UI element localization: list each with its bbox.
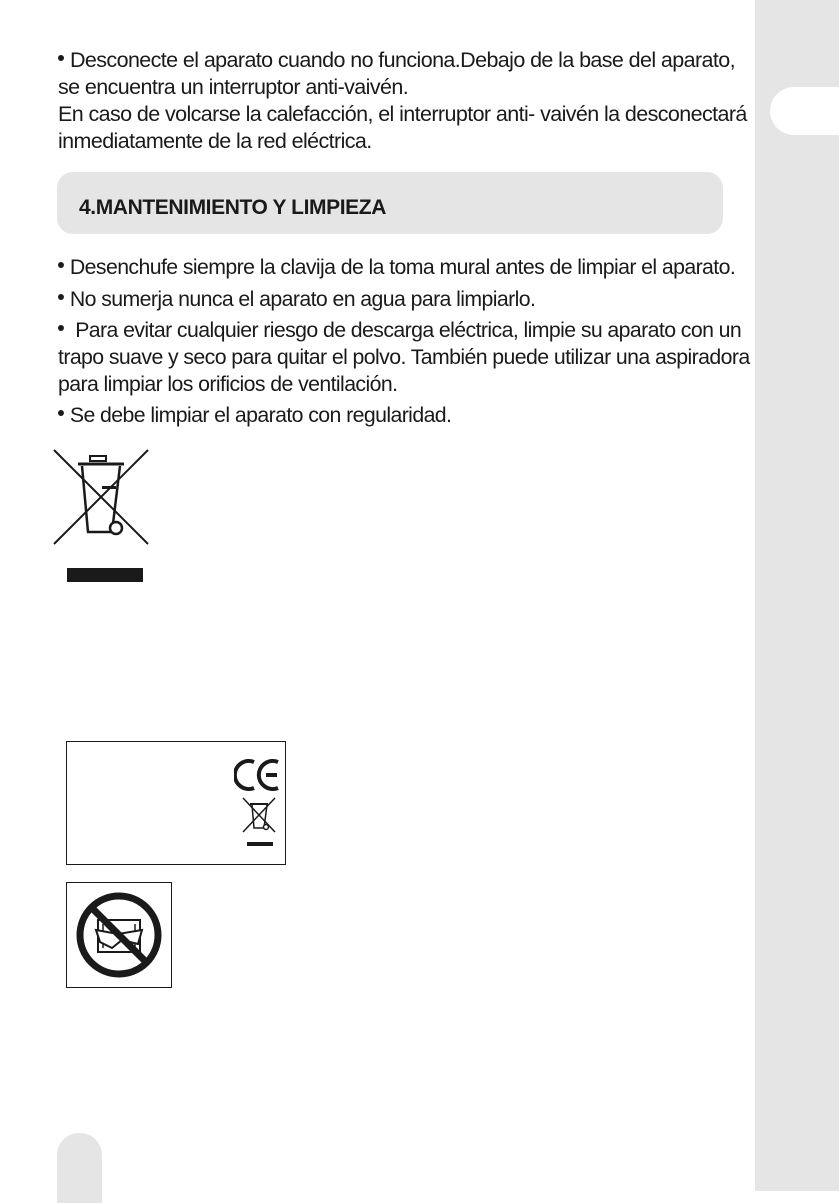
crossed-out-wheelie-bin-icon <box>48 448 152 546</box>
bullet-dot <box>58 325 64 331</box>
small-wheelie-bin-icon <box>241 796 277 834</box>
intro-paragraph <box>58 47 748 155</box>
side-tab-marker <box>770 87 839 135</box>
intro-line-1: Desconecte el aparato cuando no funciona.Debajo de la base del aparato, <box>58 47 748 74</box>
rating-label-box <box>66 741 286 865</box>
side-strip <box>755 0 839 1191</box>
bullet-dot <box>58 262 64 268</box>
warning-label-box <box>66 882 172 988</box>
maintenance-item-4: Se debe limpiar el aparato con regularidad. <box>58 402 741 429</box>
small-underline-bar <box>247 842 273 846</box>
section-title: 4.MANTENIMIENTO Y LIMPIEZA <box>79 196 386 219</box>
ce-mark-icon <box>234 758 284 792</box>
section-header <box>57 172 723 234</box>
weee-underline-bar <box>67 568 143 582</box>
intro-line-4: inmediatamente de la red eléctrica. <box>58 129 372 153</box>
bullet-dot <box>58 294 64 300</box>
maintenance-item-3-cont: trapo suave y seco para quitar el polvo. También puede utilizar una aspiradora <box>58 345 750 369</box>
bullet-dot <box>58 55 64 61</box>
maintenance-item-1: Desenchufe siempre la clavija de la toma mural antes de limpiar el aparato. <box>58 254 741 281</box>
page-number-tab <box>57 1133 102 1203</box>
do-not-cover-icon <box>72 888 166 982</box>
intro-line-2: se encuentra un interruptor anti-vaivén. <box>58 75 409 99</box>
maintenance-item-3-cont2: para limpiar los orificios de ventilación. <box>58 372 398 396</box>
maintenance-item-2: No sumerja nunca el aparato en agua para limpiarlo. <box>58 286 741 313</box>
maintenance-list <box>58 254 750 429</box>
maintenance-item-3: Para evitar cualquier riesgo de descarga eléctrica, limpie su aparato con un <box>58 317 741 344</box>
bullet-dot <box>58 410 64 416</box>
intro-line-3: En caso de volcarse la calefacción, el interruptor anti- vaivén la desconectará <box>58 102 747 126</box>
